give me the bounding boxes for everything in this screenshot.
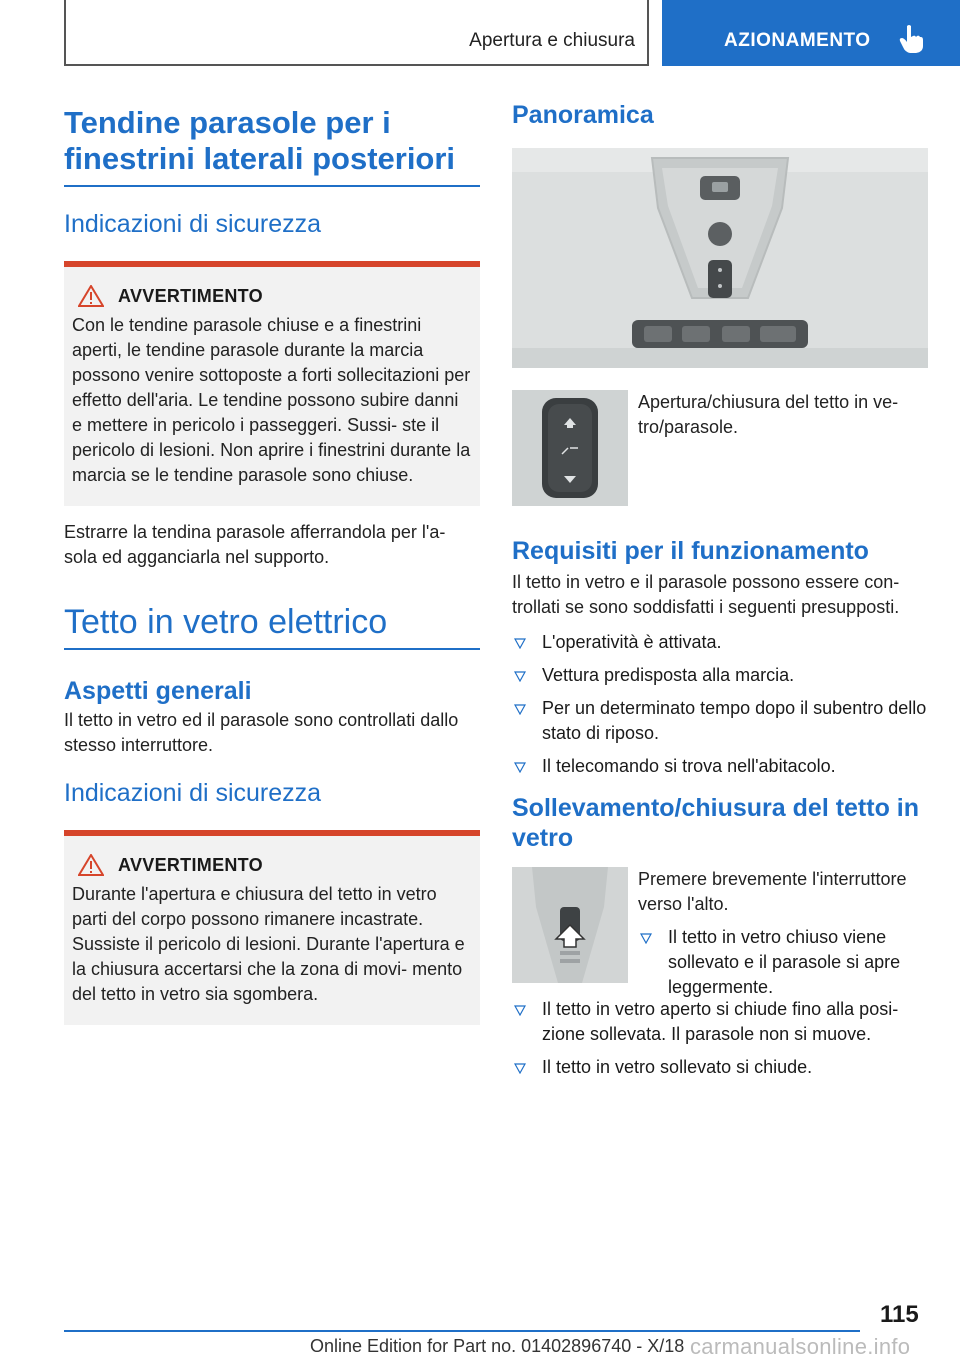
- warning-label-1: AVVERTIMENTO: [118, 285, 263, 306]
- list-item: Per un determinato tempo dopo il subentro dello stato di riposo.: [512, 696, 928, 746]
- raise-row: [512, 867, 928, 997]
- triangle-bullet-icon: [514, 762, 526, 773]
- triangle-bullet-icon: [514, 1063, 526, 1074]
- warning-box-2: [64, 830, 480, 1025]
- left-column: [64, 105, 480, 1025]
- requirements-list: [512, 630, 928, 779]
- warning-box-1: [64, 261, 480, 506]
- switch-caption: Apertura/chiusura del tetto in ve- tro/parasole.: [638, 392, 899, 437]
- list-item: Il tetto in vetro sollevato si chiude.: [512, 1055, 928, 1080]
- triangle-bullet-icon: [514, 1005, 526, 1016]
- warning-label-2: AVVERTIMENTO: [118, 854, 263, 875]
- list-item: Il tetto in vetro aperto si chiude fino alla posi- zione sollevata. Il parasole non si muove.: [512, 997, 928, 1047]
- raise-sub-list: [638, 925, 928, 1000]
- triangle-bullet-icon: [514, 638, 526, 649]
- list-item: L'operatività è attivata.: [512, 630, 928, 655]
- safety-heading-1: Indicazioni di sicurezza: [64, 210, 322, 238]
- overview-heading: Panoramica: [512, 101, 654, 129]
- raise-instruction: Premere brevemente l'interruttore verso l'alto.: [638, 869, 907, 914]
- title-glass-roof: Tetto in vetro elettrico: [64, 603, 388, 641]
- warning-triangle-icon: [78, 285, 104, 307]
- list-item: Il telecomando si trova nell'abitacolo.: [512, 754, 928, 779]
- title-rule: [64, 185, 480, 187]
- warning-text-2: Durante l'apertura e chiusura del tetto in vetro parti del corpo possono rimanere incastrate. Sussiste il pericolo di lesioni. Durante l'apertura e la chiusura accertarsi che la zona di movi- mento del tetto in vetro sia sgombera.: [72, 884, 465, 1004]
- safety-heading-2: Indicazioni di sicurezza: [64, 779, 322, 807]
- list-item: Vettura predisposta alla marcia.: [512, 663, 928, 688]
- general-heading: Aspetti generali: [64, 677, 252, 705]
- switch-row: [512, 390, 928, 506]
- warning-text-1: Con le tendine parasole chiuse e a finestrini aperti, le tendine parasole durante la marcia possono venire sottoposte a forti sollecitazioni per effetto dell'aria. Le tendine possono subire danni e mettere in pericolo i passeggeri. Sussi- ste il pericolo di lesioni. Non aprire i finestrini durante la marcia se le tendine parasole sono chiuse.: [72, 315, 471, 485]
- page-number: 115: [880, 1301, 919, 1328]
- chapter-title: Apertura e chiusura: [469, 30, 635, 51]
- raise-list: [512, 997, 928, 1080]
- header-chapter-box: [64, 0, 649, 66]
- roof-switch-image: [512, 390, 628, 506]
- sunblind-instruction: Estrarre la tendina parasole afferrandola per l'a- sola ed agganciarla nel supporto.: [64, 522, 446, 567]
- edition-text: Online Edition for Part no. 01402896740 - X/18: [310, 1336, 685, 1356]
- roof-switch-illustration: [512, 390, 628, 506]
- requirements-heading: Requisiti per il funzionamento: [512, 537, 869, 565]
- roof-console-image: [512, 148, 928, 368]
- triangle-bullet-icon: [514, 671, 526, 682]
- right-column: [512, 100, 928, 1088]
- raise-switch-illustration: [512, 867, 628, 983]
- raise-switch-image: [512, 867, 628, 983]
- pointing-hand-icon: [898, 24, 924, 54]
- raise-heading: Sollevamento/chiusura del tetto in vetro: [512, 794, 920, 852]
- requirements-text: Il tetto in vetro e il parasole possono essere con- trollati se sono soddisfatti i seguenti presupposti.: [512, 572, 900, 617]
- triangle-bullet-icon: [514, 704, 526, 715]
- title-rule-2: [64, 648, 480, 650]
- warning-triangle-icon: [78, 854, 104, 876]
- roof-console-illustration: [512, 148, 928, 368]
- site-watermark: carmanualsonline.info: [690, 1334, 911, 1359]
- list-item: Il tetto in vetro chiuso viene sollevato e il parasole si apre leggermente.: [638, 925, 928, 1000]
- triangle-bullet-icon: [640, 933, 652, 944]
- header-section-tab[interactable]: [662, 0, 960, 66]
- general-text: Il tetto in vetro ed il parasole sono controllati dallo stesso interruttore.: [64, 710, 459, 755]
- section-label: AZIONAMENTO: [724, 30, 871, 51]
- title-rear-sunblinds: Tendine parasole per i finestrini laterali posteriori: [64, 105, 456, 176]
- footer-rule: [64, 1330, 860, 1332]
